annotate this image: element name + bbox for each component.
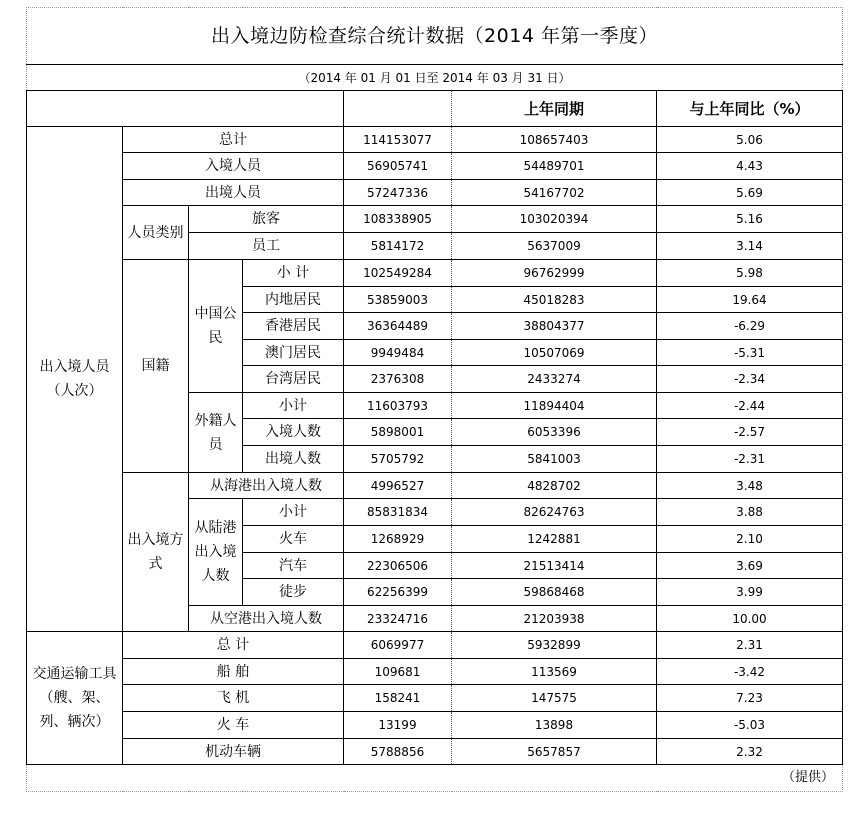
yoy-value: 2.31 (657, 632, 843, 659)
row-label: 澳门居民 (243, 340, 344, 366)
current-value: 56905741 (344, 153, 452, 180)
row-label: 入境人数 (243, 419, 344, 446)
table-row (27, 153, 843, 180)
current-value: 6069977 (344, 632, 452, 659)
last-year-value: 11894404 (452, 393, 657, 419)
last-year-value: 54489701 (452, 153, 657, 180)
stats-table (26, 7, 843, 792)
row-label: 总计 (123, 127, 344, 153)
yoy-value: -3.42 (657, 659, 843, 685)
yoy-value: 3.69 (657, 553, 843, 579)
group-vehicles: 交通运输工具（艘、架、列、辆次） (27, 632, 123, 765)
yoy-value: 4.43 (657, 153, 843, 180)
last-year-value: 4828702 (452, 473, 657, 499)
table-row (27, 473, 843, 499)
last-year-value: 13898 (452, 712, 657, 739)
row-label: 入境人员 (123, 153, 344, 180)
yoy-value: 3.14 (657, 233, 843, 260)
last-year-value: 1242881 (452, 526, 657, 553)
row-label: 从空港出入境人数 (189, 606, 344, 632)
row-label: 徒步 (243, 579, 344, 606)
current-value: 53859003 (344, 287, 452, 313)
current-value: 13199 (344, 712, 452, 739)
current-value: 11603793 (344, 393, 452, 419)
row-label: 机动车辆 (123, 739, 344, 765)
current-value: 1268929 (344, 526, 452, 553)
yoy-value: -2.44 (657, 393, 843, 419)
last-year-value: 5932899 (452, 632, 657, 659)
row-label: 小计 (243, 393, 344, 419)
header-blank-cell (27, 91, 344, 127)
yoy-value: 2.10 (657, 526, 843, 553)
last-year-value: 5841003 (452, 446, 657, 473)
last-year-value: 108657403 (452, 127, 657, 153)
current-value: 2376308 (344, 366, 452, 393)
current-value: 5814172 (344, 233, 452, 260)
yoy-value: 3.99 (657, 579, 843, 606)
row-label: 小 计 (243, 260, 344, 287)
table-row (27, 180, 843, 206)
yoy-value: 10.00 (657, 606, 843, 632)
last-year-value: 5657857 (452, 739, 657, 765)
current-value: 62256399 (344, 579, 452, 606)
row-label: 火 车 (123, 712, 344, 739)
current-value: 36364489 (344, 313, 452, 340)
yoy-value: -5.31 (657, 340, 843, 366)
subgroup-chinese: 中国公民 (189, 260, 243, 393)
stats-document (26, 7, 842, 792)
last-year-value: 5637009 (452, 233, 657, 260)
current-value: 5705792 (344, 446, 452, 473)
current-value: 23324716 (344, 606, 452, 632)
yoy-value: 2.32 (657, 739, 843, 765)
last-year-value: 59868468 (452, 579, 657, 606)
last-year-value: 2433274 (452, 366, 657, 393)
current-value: 85831834 (344, 499, 452, 526)
yoy-value: 5.98 (657, 260, 843, 287)
yoy-value: -2.57 (657, 419, 843, 446)
yoy-value: 3.88 (657, 499, 843, 526)
last-year-value: 6053396 (452, 419, 657, 446)
current-value: 158241 (344, 685, 452, 712)
row-label: 船 舶 (123, 659, 344, 685)
last-year-value: 10507069 (452, 340, 657, 366)
last-year-value: 45018283 (452, 287, 657, 313)
yoy-value: 7.23 (657, 685, 843, 712)
current-value: 9949484 (344, 340, 452, 366)
subgroup-foreigner: 外籍人员 (189, 393, 243, 473)
table-row (27, 206, 843, 233)
row-label: 香港居民 (243, 313, 344, 340)
table-row (27, 260, 843, 287)
header-current (344, 91, 452, 127)
current-value: 102549284 (344, 260, 452, 287)
row-label: 员工 (189, 233, 344, 260)
row-label: 小计 (243, 499, 344, 526)
last-year-value: 54167702 (452, 180, 657, 206)
current-value: 22306506 (344, 553, 452, 579)
row-label: 从海港出入境人数 (189, 473, 344, 499)
row-label: 出境人员 (123, 180, 344, 206)
subgroup-nationality: 国籍 (123, 260, 189, 473)
current-value: 5788856 (344, 739, 452, 765)
last-year-value: 82624763 (452, 499, 657, 526)
subgroup-person-type: 人员类别 (123, 206, 189, 260)
header-last-year: 上年同期 (452, 91, 657, 127)
yoy-value: -2.31 (657, 446, 843, 473)
table-row (27, 632, 843, 659)
table-row (27, 685, 843, 712)
date-range: （2014 年 01 月 01 日至 2014 年 03 月 31 日） (27, 65, 843, 91)
yoy-value: 19.64 (657, 287, 843, 313)
row-label: 飞 机 (123, 685, 344, 712)
row-label: 出境人数 (243, 446, 344, 473)
row-label: 内地居民 (243, 287, 344, 313)
yoy-value: 3.48 (657, 473, 843, 499)
last-year-value: 38804377 (452, 313, 657, 340)
row-label: 汽车 (243, 553, 344, 579)
current-value: 109681 (344, 659, 452, 685)
header-yoy: 与上年同比（%） (657, 91, 843, 127)
last-year-value: 21203938 (452, 606, 657, 632)
yoy-value: 5.69 (657, 180, 843, 206)
row-label: 火车 (243, 526, 344, 553)
table-row (27, 739, 843, 765)
footer-note: （提供） (27, 765, 843, 792)
yoy-value: 5.16 (657, 206, 843, 233)
yoy-value: 5.06 (657, 127, 843, 153)
current-value: 57247336 (344, 180, 452, 206)
table-row (27, 127, 843, 153)
last-year-value: 103020394 (452, 206, 657, 233)
current-value: 114153077 (344, 127, 452, 153)
current-value: 108338905 (344, 206, 452, 233)
row-label: 台湾居民 (243, 366, 344, 393)
row-label: 旅客 (189, 206, 344, 233)
row-label: 总 计 (123, 632, 344, 659)
yoy-value: -2.34 (657, 366, 843, 393)
yoy-value: -6.29 (657, 313, 843, 340)
yoy-value: -5.03 (657, 712, 843, 739)
last-year-value: 147575 (452, 685, 657, 712)
table-row (27, 712, 843, 739)
header-row (27, 91, 843, 127)
current-value: 5898001 (344, 419, 452, 446)
group-persons: 出入境人员（人次） (27, 127, 123, 632)
table-row (27, 659, 843, 685)
current-value: 4996527 (344, 473, 452, 499)
page-title: 出入境边防检查综合统计数据（2014 年第一季度） (27, 8, 843, 65)
last-year-value: 96762999 (452, 260, 657, 287)
last-year-value: 21513414 (452, 553, 657, 579)
subgroup-mode: 出入境方式 (123, 473, 189, 632)
last-year-value: 113569 (452, 659, 657, 685)
subgroup-land: 从陆港出入境人数 (189, 499, 243, 606)
